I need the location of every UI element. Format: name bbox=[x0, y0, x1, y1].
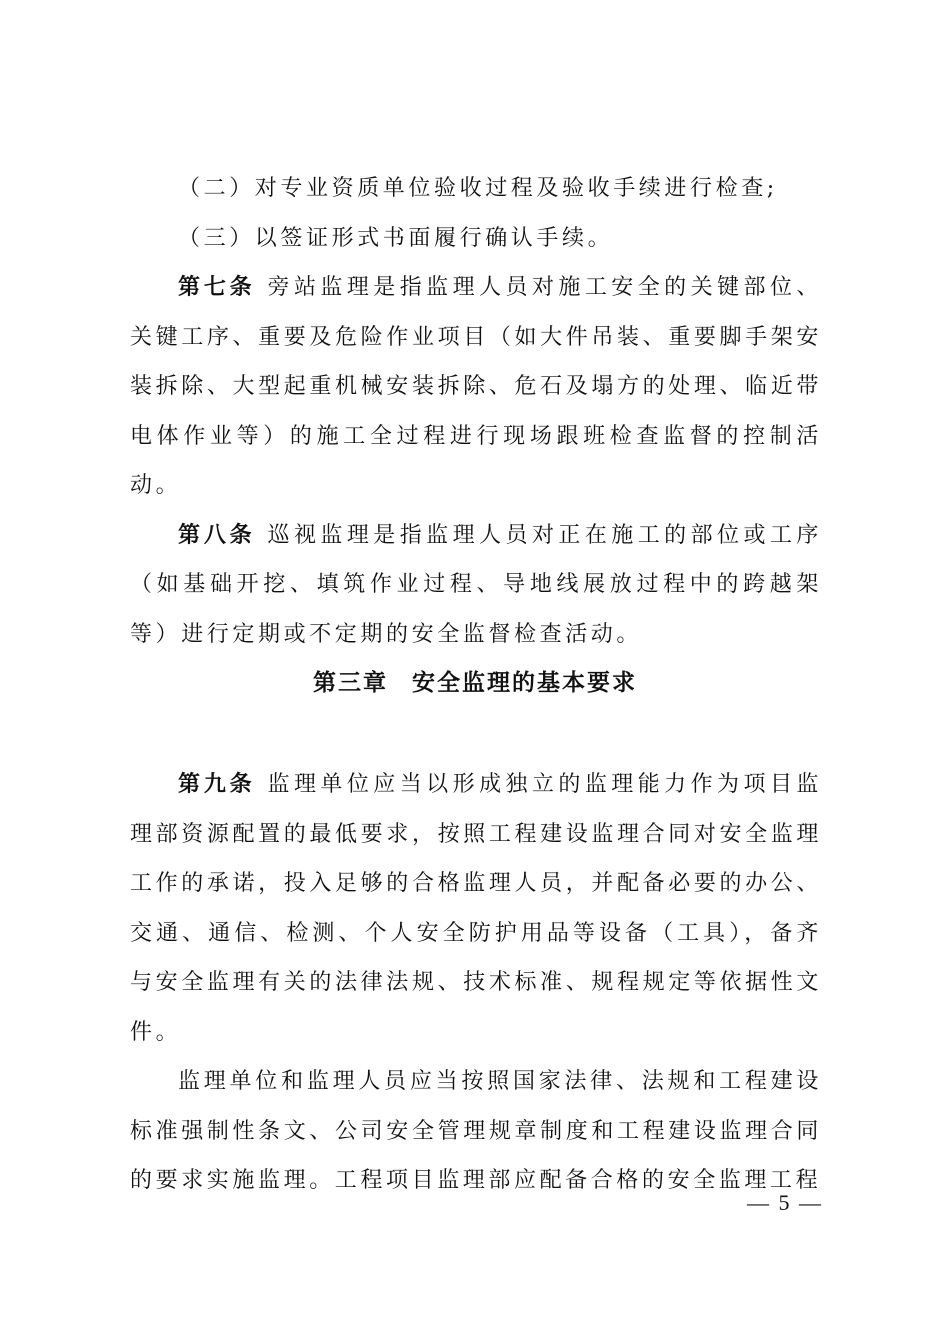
section-articles-6-8 bbox=[130, 164, 822, 659]
section-article-9 bbox=[130, 760, 822, 1206]
item-2: （二）对专业资质单位验收过程及验收手续进行检查; bbox=[178, 176, 778, 201]
article-9-text: 监理单位应当以形成独立的监理能力作为项目监理部资源配置的最低要求，按照工程建设监理合同对安全监理工作的承诺，投入足够的合格监理人员，并配备必要的办公、交通、通信、检测、个人安全防护用品等设备（工具），备齐与安全监理有关的法律法规、技术标准、规程规定等依据性文件。 bbox=[130, 772, 822, 1045]
article-8-label: 第八条 bbox=[178, 521, 256, 548]
page-number: — 5 — bbox=[747, 1190, 823, 1215]
chapter-title: 安全监理的基本要求 bbox=[412, 670, 637, 696]
article-7-label: 第七条 bbox=[178, 274, 256, 300]
article-9-label: 第九条 bbox=[178, 771, 256, 797]
article-9 bbox=[130, 760, 822, 1057]
article-7-text: 旁站监理是指监理人员对施工安全的关键部位、关键工序、重要及危险作业项目（如大件吊装、重要脚手架安装拆除、大型起重机械安装拆除、危石及塌方的处理、临近带电体作业等）的施工全过程进行现场跟班检查监督的控制活动。 bbox=[130, 275, 822, 498]
article-7 bbox=[130, 263, 822, 511]
item-3: （三）以签证形式书面履行确认手续。 bbox=[178, 225, 614, 251]
article-8-text: 巡视监理是指监理人员对正在施工的部位或工序（如基础开挖、填筑作业过程、导地线展放过程中的跨越架等）进行定期或不定期的安全监督检查活动。 bbox=[130, 522, 822, 647]
chapter-heading bbox=[0, 664, 950, 697]
chapter-number: 第三章 bbox=[313, 670, 388, 696]
article-8 bbox=[130, 511, 822, 660]
article-9-paragraph-2: 监理单位和监理人员应当按照国家法律、法规和工程建设标准强制性条文、公司安全管理规章制度和工程建设监理合同的要求实施监理。工程项目监理部应配备合格的安全监理工程 bbox=[130, 1069, 822, 1193]
